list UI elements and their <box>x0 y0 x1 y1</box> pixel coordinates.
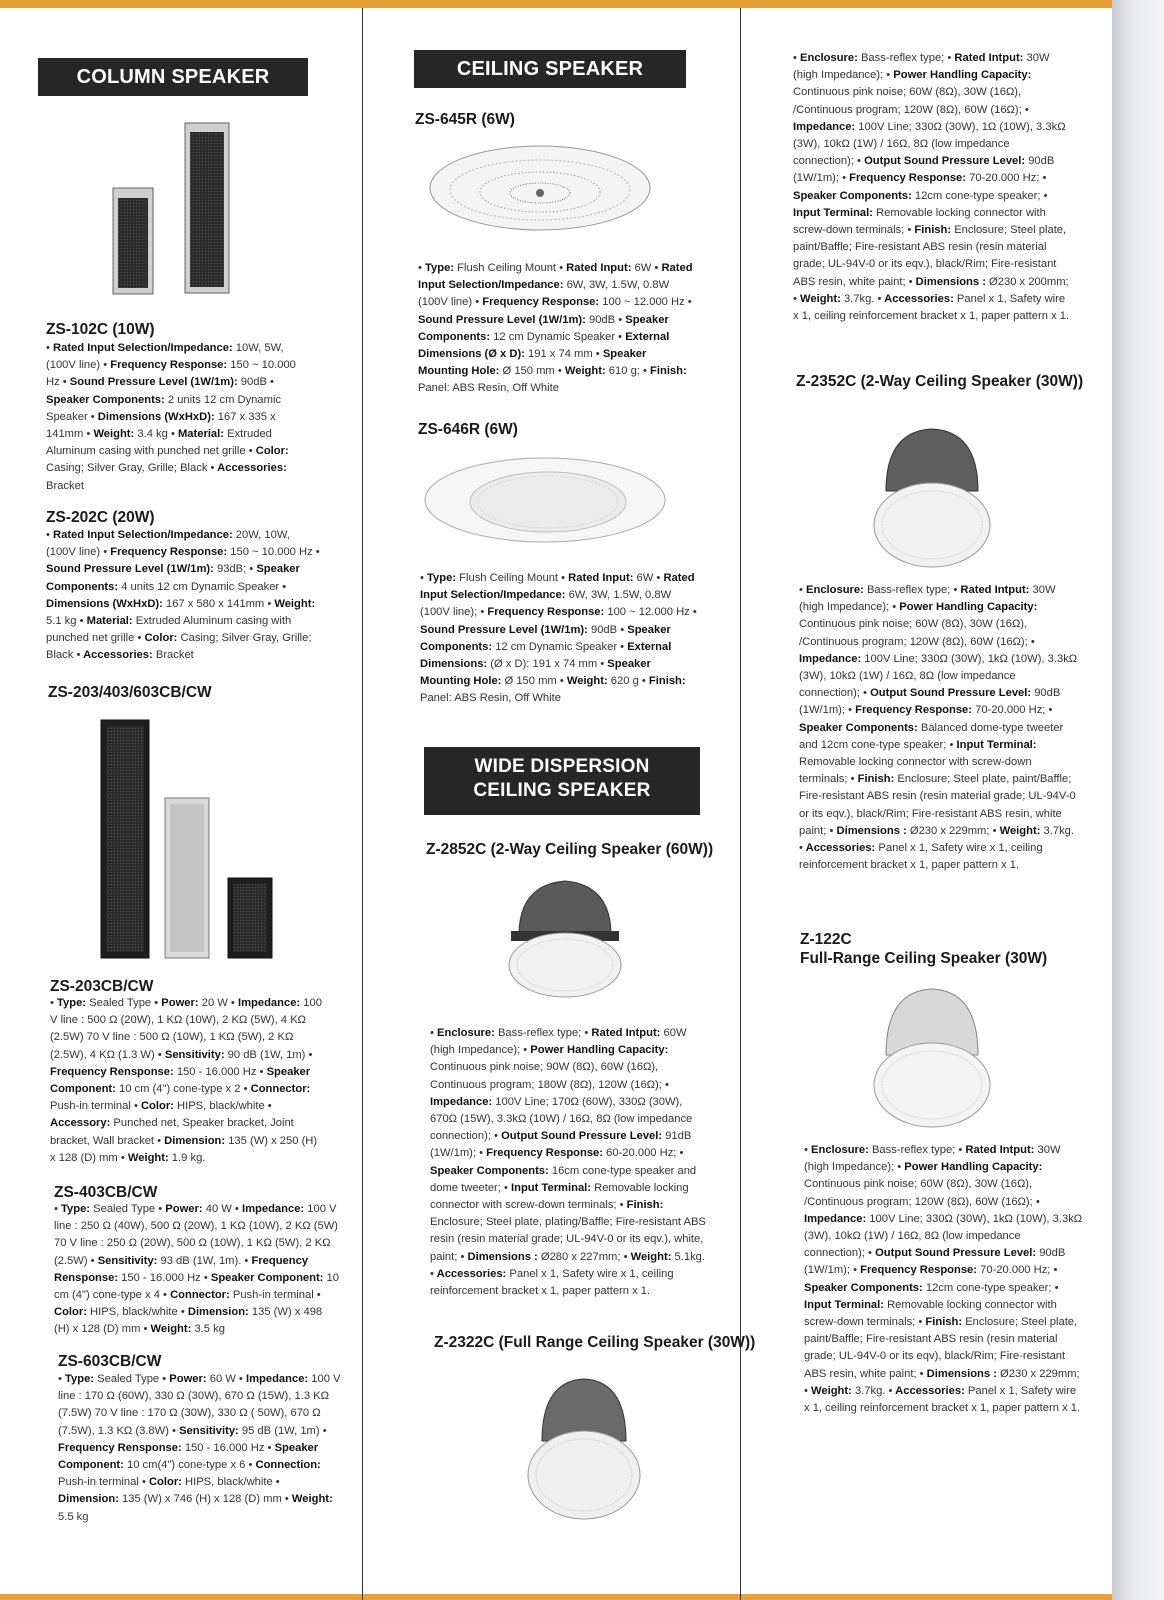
z2352c-spec: • Enclosure: Bass-reflex type; • Rated Intput: 30W (high Impedance); • Power Handling Capacity: Continuous pink noise; 60W (8Ω), 30W (16Ω), /Continuous program; 120W (8Ω), 60W (16Ω); • Impedance: 100V Line; 330Ω (30W), 1kΩ (10W), 3.3kΩ (3W), 10kΩ (1W) / 16Ω, 8Ω (low impedance connection); • Output Sound Pressure Level: 90dB (1W/1m); • Frequency Response: 70-20.000 Hz; • Speaker Components: Balanced dome-type tweeter and 12cm cone-type speaker; • Input Terminal: Removable locking connector with screw-down terminals; • Finish: Enclosure; Steel plate, paint/Baffle; Fire-resistant ABS resin (resin material grade; UL-94V-0 or its eqv.), black/Rim; Fire-resistant ABS resin, white paint; • Dimensions : Ø230 x 229mm; • Weight: 3.7kg. • Accessories: Panel x 1, Safety wire x 1, ceiling reinforcement bracket x 1, paper pattern x 1. <box>799 584 1078 872</box>
zs203-spec: • Type: Sealed Type • Power: 20 W • Impedance: 100 V line : 500 Ω (20W), 1 KΩ (10W), 2 KΩ (5W), 4 KΩ (2.5W) 70 V line : 500 Ω (10W), 1 KΩ (5W), 2 KΩ (2.5W), 4 KΩ (1.3 W) • Sensitivity: 90 dB (1W, 1m) • Frequency Rensponse: 150 - 16.000 Hz • Speaker Component: 10 cm (4") cone-type x 2 • Connector: Push-in terminal • Color: HIPS, black/white • Accessory: Punched net, Speaker bracket, Joint bracket, Wall bracket • Dimension: 135 (W) x 250 (H) x 128 (D) mm • Weight: 1.9 kg. <box>50 997 322 1164</box>
zs646r-image <box>420 450 670 550</box>
zs646r-title: ZS-646R (6W) <box>418 421 518 438</box>
zs203-title: ZS-203CB/CW <box>50 978 154 995</box>
zs-series-title: ZS-203/403/603CB/CW <box>48 684 212 701</box>
z2322c-title: Z-2322C (Full Range Ceiling Speaker (30W)) <box>434 1334 756 1351</box>
zs646r-spec: • Type: Flush Ceiling Mount • Rated Input: 6W • Rated Input Selection/Impedance: 6W, 3W, 1.5W, 0.8W (100V line); • Frequency Response: 100 ~ 12.000 Hz • Sound Pressure Level (1W/1m): 90dB • Speaker Components: 12 cm Dynamic Speaker • External Dimensions: (Ø x D): 191 x 74 mm • Speaker Mounting Hole: Ø 150 mm • Weight: 620 g • Finish: Panel: ABS Resin, Off White <box>420 572 697 705</box>
z2852c-title: Z-2852C (2-Way Ceiling Speaker (60W)) <box>426 841 714 858</box>
bottom-color-band <box>0 1594 1164 1600</box>
wide-dispersion-header-line-2: CEILING SPEAKER <box>473 780 651 801</box>
z122c-title <box>800 930 1047 968</box>
column-divider-2 <box>740 8 741 1600</box>
zs102c-title: ZS-102C (10W) <box>46 321 155 338</box>
z2352c-title: Z-2352C (2-Way Ceiling Speaker (30W)) <box>796 373 1084 390</box>
zs403-spec: • Type: Sealed Type • Power: 40 W • Impedance: 100 V line : 250 Ω (40W), 500 Ω (20W), 1 KΩ (10W), 2 KΩ (5W) 70 V line : 250 Ω (20W), 500 Ω (10W), 1 KΩ (5W), 2 KΩ (2.5W) • Sensitivity: 93 dB (1W, 1m). • Frequency Rensponse: 150 - 16.000 Hz • Speaker Component: 10 cm (4") cone-type x 4 • Connector: Push-in terminal • Color: HIPS, black/white • Dimension: 135 (W) x 498 (H) x 128 (D) mm • Weight: 3.5 kg <box>54 1203 339 1336</box>
z2852c-spec: • Enclosure: Bass-reflex type; • Rated Intput: 60W (high Impedance); • Power Handling Capacity: Continuous pink noise; 90W (8Ω), 60W (16Ω), Continuous program; 180W (8Ω), 120W (16Ω); • Impedance: 100V Line; 170Ω (60W), 330Ω (30W), 670Ω (15W), 3.3kΩ (10W) / 16Ω, 8Ω (low impedance connection); • Output Sound Pressure Level: 91dB (1W/1m); • Frequency Response: 60-20.000 Hz; • Speaker Components: 16cm cone-type speaker and dome tweeter; • Input Terminal: Removable locking connector with screw-down terminals; • Finish: Enclosure; Steel plate, plating/Baffle; Fire-resistant ABS resin (resin material grade; UL-94V-0 or its eqv.), white, paint; • Dimensions : Ø280 x 227mm; • Weight: 5.1kg. • Accessories: Panel x 1, Safety wire x 1, ceiling reinforcement bracket x 1, paper pattern x 1. <box>430 1027 706 1298</box>
ceiling-speaker-header: CEILING SPEAKER <box>414 50 686 88</box>
zs603-spec: • Type: Sealed Type • Power: 60 W • Impedance: 100 V line : 170 Ω (60W), 330 Ω (30W), 670 Ω (15W), 1.3 KΩ (7.5W) 70 V line : 170 Ω (30W), 330 Ω ( 50W), 670 Ω (7.5W), 1.3 KΩ (3.8W) • Sensitivity: 95 dB (1W, 1m) • Frequency Rensponse: 150 - 16.000 Hz • Speaker Component: 10 cm(4") cone-type x 6 • Connection: Push-in terminal • Color: HIPS, black/white • Dimension: 135 (W) x 746 (H) x 128 (D) mm • Weight: 5.5 kg <box>58 1373 341 1523</box>
zs645r-image <box>425 140 655 235</box>
zs202c-title: ZS-202C (20W) <box>46 509 155 526</box>
zs645r-spec: • Type: Flush Ceiling Mount • Rated Input: 6W • Rated Input Selection/Impedance: 6W, 3W, 1.5W, 0.8W (100V line) • Frequency Response: 100 ~ 12.000 Hz • Sound Pressure Level (1W/1m): 90dB • Speaker Components: 12 cm Dynamic Speaker • External Dimensions (Ø x D): 191 x 74 mm • Speaker Mounting Hole: Ø 150 mm • Weight: 610 g; • Finish: Panel: ABS Resin, Off White <box>418 262 693 395</box>
z122c-spec: • Enclosure: Bass-reflex type; • Rated Intput: 30W (high Impedance); • Power Handling Capacity: Continuous pink noise; 60W (8Ω), 30W (16Ω), /Continuous program; 120W (8Ω), 60W (16Ω); • Impedance: 100V Line; 330Ω (30W), 1kΩ (10W), 3.3kΩ (3W), 10kΩ (1W) / 16Ω, 8Ω (low impedance connection); • Output Sound Pressure Level: 90dB (1W/1m); • Frequency Response: 70-20.000 Hz; • Speaker Components: 12cm cone-type speaker; • Input Terminal: Removable locking connector with screw-down terminals; • Finish: Enclosure; Steel plate, paint/Baffle; Fire-resistant ABS resin (resin material grade; UL-94V-0 or its eqv), black/Rim; Fire-resistant ABS resin, white paint; • Dimensions : Ø230 x 229mm; • Weight: 3.7kg. • Accessories: Panel x 1, Safety wire x 1, ceiling reinforcement bracket x 1, paper pattern x 1. <box>804 1144 1083 1415</box>
zs603-title: ZS-603CB/CW <box>58 1353 162 1370</box>
zs102c-spec: • Rated Input Selection/Impedance: 10W, 5W, (100V line) • Frequency Response: 150 ~ 10.000 Hz • Sound Pressure Level (1W/1m): 90dB • Speaker Components: 2 units 12 cm Dynamic Speaker • Dimensions (WxHxD): 167 x 335 x 141mm • Weight: 3.4 kg • Material: Extruded Aluminum casing with punched net grille • Color: Casing; Silver Gray, Grille; Black • Accessories: Bracket <box>46 342 296 492</box>
top-color-band <box>0 0 1164 8</box>
column-speakers-image <box>105 118 245 298</box>
z122c-image <box>870 985 995 1130</box>
column-divider-1 <box>362 8 363 1600</box>
wide-dispersion-header <box>424 747 700 815</box>
zs403-title: ZS-403CB/CW <box>54 1184 158 1201</box>
zs-series-speakers-image <box>95 712 310 962</box>
zs645r-title: ZS-645R (6W) <box>415 111 515 128</box>
column-speaker-header: COLUMN SPEAKER <box>38 58 308 96</box>
zs202c-spec: • Rated Input Selection/Impedance: 20W, 10W, (100V line) • Frequency Response: 150 ~ 10.000 Hz • Sound Pressure Level (1W/1m): 93dB; • Speaker Components: 4 units 12 cm Dynamic Speaker • Dimensions (WxHxD): 167 x 580 x 141mm • Weight: 5.1 kg • Material: Extruded Aluminum casing with punched net grille • Color: Casing; Silver Gray, Grille; Black • Accessories: Bracket <box>46 529 320 662</box>
z2322c-image <box>524 1375 644 1525</box>
z2852c-image <box>505 875 625 1005</box>
z122c-model: Z-122C <box>800 931 852 948</box>
wide-dispersion-header-line-1: WIDE DISPERSION <box>474 756 650 777</box>
z2352c-image <box>870 425 995 570</box>
z2322c-spec: • Enclosure: Bass-reflex type; • Rated Intput: 30W (high Impedance); • Power Handling Capacity: Continuous pink noise; 60W (8Ω), 30W (16Ω), /Continuous program; 120W (8Ω), 60W (16Ω); • Impedance: 100V Line; 330Ω (30W), 1Ω (10W), 3.3kΩ (3W), 10kΩ (1W) / 16Ω, 8Ω (low impedance connection); • Output Sound Pressure Level: 90dB (1W/1m); • Frequency Response: 70-20.000 Hz; • Speaker Components: 12cm cone-type speaker; • Input Terminal: Removable locking connector with screw-down terminals; • Finish: Enclosure; Steel plate, paint/Baffle; Fire-resistant ABS resin (resin material grade; UL-94V-0 or its eqv.), black/Rim; Fire-resistant ABS resin, white paint; • Dimensions : Ø230 x 200mm; • Weight: 3.7kg. • Accessories: Panel x 1, Safety wire x 1, ceiling reinforcement bracket x 1, paper pattern x 1. <box>793 52 1070 323</box>
z122c-name: Full-Range Ceiling Speaker (30W) <box>800 950 1048 967</box>
page-edge-shadow <box>1112 0 1164 1600</box>
